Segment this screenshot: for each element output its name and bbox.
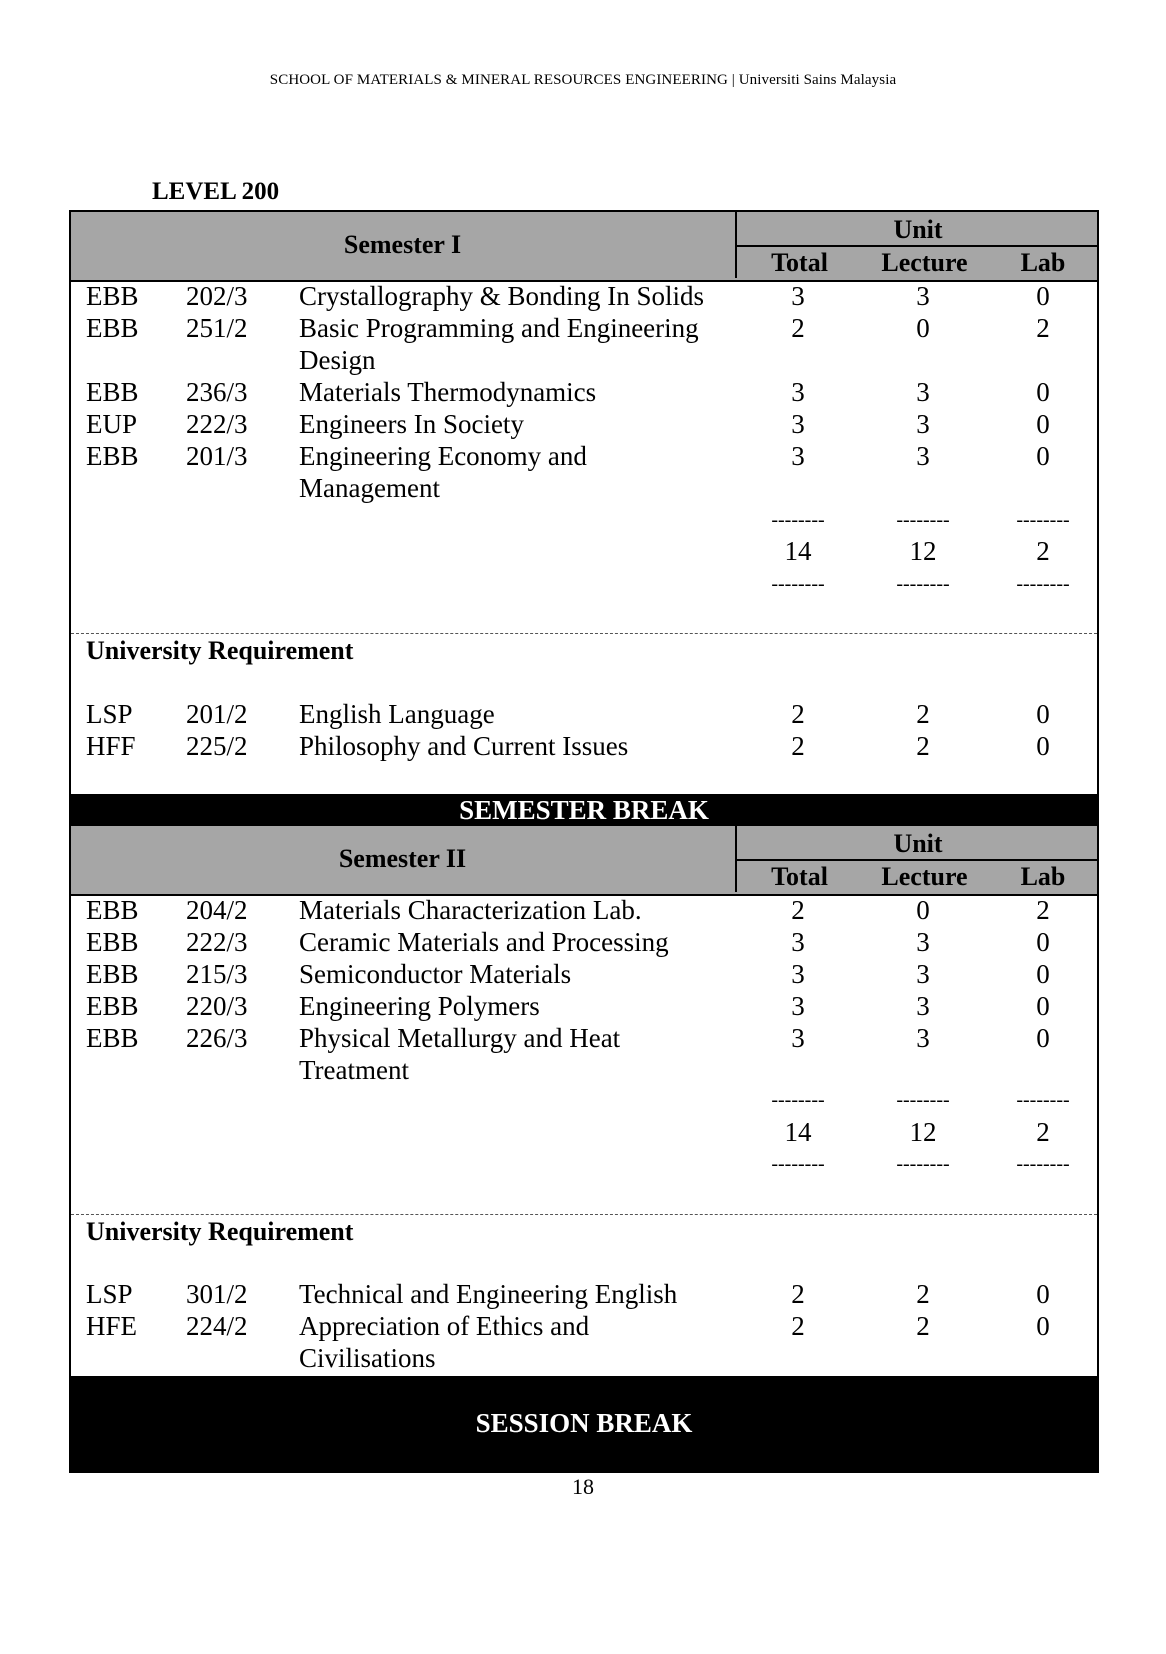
lab-units: 0 — [1036, 377, 1050, 407]
lecture-units: 3 — [916, 1023, 930, 1053]
course-name: Materials Thermodynamics — [299, 377, 597, 407]
course-name-continued: Treatment — [299, 1055, 409, 1085]
page-number: 18 — [572, 1474, 594, 1499]
lecture-units-sum: 12 — [909, 536, 937, 566]
totals-divider-top — [71, 504, 1097, 536]
totals-row — [71, 1116, 1097, 1148]
course-name: Philosophy and Current Issues — [299, 731, 629, 761]
semester-2-header — [71, 826, 1097, 896]
requirement-row — [71, 1278, 1097, 1310]
lab-units-sum: 2 — [1036, 1117, 1050, 1147]
course-code: EBB — [86, 927, 139, 957]
unit-header — [735, 212, 1099, 278]
course-row — [71, 1022, 1097, 1054]
dash-divider: -------- — [771, 1153, 825, 1175]
course-row — [71, 990, 1097, 1022]
course-row — [71, 312, 1097, 344]
lab-col-header: Lab — [1020, 862, 1066, 891]
semester-break-bar: SEMESTER BREAK — [71, 794, 1097, 826]
totals-divider-bottom — [71, 1148, 1097, 1180]
course-number: 222/3 — [186, 409, 248, 439]
course-row — [71, 280, 1097, 312]
course-row — [71, 958, 1097, 990]
total-units: 2 — [791, 731, 805, 761]
dash-divider: -------- — [771, 573, 825, 595]
course-number: 201/2 — [186, 699, 248, 729]
dash-divider: -------- — [1016, 573, 1070, 595]
total-units: 3 — [791, 927, 805, 957]
lecture-units: 3 — [916, 927, 930, 957]
requirement-row-continued — [71, 1342, 1097, 1374]
lecture-units: 0 — [916, 895, 930, 925]
course-row — [71, 376, 1097, 408]
lab-col-header: Lab — [1020, 248, 1066, 277]
lecture-units-sum: 12 — [909, 1117, 937, 1147]
dash-divider: -------- — [896, 1089, 950, 1111]
lecture-units: 2 — [916, 1279, 930, 1309]
lab-units: 2 — [1036, 895, 1050, 925]
course-name-continued: Management — [299, 473, 440, 503]
total-col-header: Total — [771, 248, 828, 277]
course-code: EBB — [86, 991, 139, 1021]
total-units: 3 — [791, 377, 805, 407]
course-code: EBB — [86, 959, 139, 989]
total-units: 2 — [791, 1311, 805, 1341]
dash-divider: -------- — [771, 509, 825, 531]
total-units: 3 — [791, 1023, 805, 1053]
course-code: HFE — [86, 1311, 138, 1341]
page-header: SCHOOL OF MATERIALS & MINERAL RESOURCES ENGINEERING | Universiti Sains Malaysia — [269, 72, 897, 88]
course-number: 301/2 — [186, 1279, 248, 1309]
course-name: Engineers In Society — [299, 409, 524, 439]
course-row-continued — [71, 1054, 1097, 1086]
unit-header — [735, 826, 1099, 892]
totals-row — [71, 535, 1097, 567]
requirement-row — [71, 730, 1097, 762]
lecture-units: 3 — [916, 441, 930, 471]
course-number: 224/2 — [186, 1311, 248, 1341]
course-name-continued: Civilisations — [299, 1343, 436, 1373]
unit-label: Unit — [737, 212, 1099, 247]
course-code: EBB — [86, 441, 139, 471]
lecture-units: 2 — [916, 699, 930, 729]
lab-units: 0 — [1036, 1279, 1050, 1309]
course-number: 220/3 — [186, 991, 248, 1021]
total-units: 3 — [791, 441, 805, 471]
dash-divider: -------- — [771, 1089, 825, 1111]
lecture-units: 3 — [916, 409, 930, 439]
lecture-units: 3 — [916, 991, 930, 1021]
total-units: 3 — [791, 409, 805, 439]
lecture-col-header: Lecture — [881, 862, 968, 891]
course-row-continued — [71, 344, 1097, 376]
lecture-units: 3 — [916, 281, 930, 311]
section-separator — [71, 633, 1097, 634]
course-code: EBB — [86, 895, 139, 925]
lecture-units: 2 — [916, 1311, 930, 1341]
course-row — [71, 926, 1097, 958]
lab-units: 0 — [1036, 927, 1050, 957]
course-name: Materials Characterization Lab. — [299, 895, 642, 925]
course-code: LSP — [86, 1279, 133, 1309]
course-code: EBB — [86, 1023, 139, 1053]
total-units: 3 — [791, 281, 805, 311]
course-number: 226/3 — [186, 1023, 248, 1053]
course-number: 225/2 — [186, 731, 248, 761]
semester-1-header — [71, 212, 1097, 282]
dash-divider: -------- — [1016, 1089, 1070, 1111]
totals-divider-top — [71, 1084, 1097, 1116]
course-code: EUP — [86, 409, 138, 439]
total-units: 2 — [791, 699, 805, 729]
requirement-row — [71, 698, 1097, 730]
total-units: 2 — [791, 1279, 805, 1309]
course-name: Appreciation of Ethics and — [299, 1311, 590, 1341]
total-units: 2 — [791, 313, 805, 343]
course-number: 201/3 — [186, 441, 248, 471]
course-name: Engineering Polymers — [299, 991, 540, 1021]
lecture-col-header: Lecture — [881, 248, 968, 277]
university-requirement-title: University Requirement — [86, 1217, 354, 1246]
course-number: 204/2 — [186, 895, 248, 925]
dash-divider: -------- — [1016, 509, 1070, 531]
lab-units: 0 — [1036, 1023, 1050, 1053]
course-number: 236/3 — [186, 377, 248, 407]
course-name: Crystallography & Bonding In Solids — [299, 281, 704, 311]
lab-units-sum: 2 — [1036, 536, 1050, 566]
total-units: 3 — [791, 959, 805, 989]
course-number: 251/2 — [186, 313, 248, 343]
lecture-units: 3 — [916, 959, 930, 989]
course-table — [69, 210, 1099, 1473]
lab-units: 0 — [1036, 1311, 1050, 1341]
course-name: Semiconductor Materials — [299, 959, 572, 989]
course-name: Basic Programming and Engineering — [299, 313, 699, 343]
course-row — [71, 440, 1097, 472]
course-name: English Language — [299, 699, 495, 729]
semester-1-title: Semester I — [343, 230, 462, 259]
unit-label: Unit — [737, 826, 1099, 861]
total-units-sum: 14 — [784, 1117, 812, 1147]
semester-2-title: Semester II — [338, 844, 467, 873]
course-name: Physical Metallurgy and Heat — [299, 1023, 621, 1053]
course-name: Technical and Engineering English — [299, 1279, 678, 1309]
dash-divider: -------- — [896, 509, 950, 531]
total-units: 2 — [791, 895, 805, 925]
course-row-continued — [71, 472, 1097, 504]
lecture-units: 2 — [916, 731, 930, 761]
course-number: 202/3 — [186, 281, 248, 311]
lab-units: 0 — [1036, 441, 1050, 471]
lecture-units: 3 — [916, 377, 930, 407]
session-break-bar: SESSION BREAK — [71, 1376, 1097, 1471]
course-code: EBB — [86, 313, 139, 343]
lab-units: 0 — [1036, 731, 1050, 761]
course-code: EBB — [86, 281, 139, 311]
requirement-row — [71, 1310, 1097, 1342]
total-col-header: Total — [771, 862, 828, 891]
lecture-units: 0 — [916, 313, 930, 343]
totals-divider-bottom — [71, 568, 1097, 600]
course-code: LSP — [86, 699, 133, 729]
dash-divider: -------- — [1016, 1153, 1070, 1175]
lab-units: 0 — [1036, 409, 1050, 439]
university-requirement-title: University Requirement — [86, 636, 354, 665]
course-name: Engineering Economy and — [299, 441, 587, 471]
total-units: 3 — [791, 991, 805, 1021]
lab-units: 0 — [1036, 991, 1050, 1021]
lab-units: 0 — [1036, 959, 1050, 989]
lab-units: 2 — [1036, 313, 1050, 343]
dash-divider: -------- — [896, 1153, 950, 1175]
lab-units: 0 — [1036, 699, 1050, 729]
course-code: EBB — [86, 377, 139, 407]
course-name-continued: Design — [299, 345, 376, 375]
course-number: 222/3 — [186, 927, 248, 957]
course-row — [71, 408, 1097, 440]
course-name: Ceramic Materials and Processing — [299, 927, 669, 957]
level-title: LEVEL 200 — [152, 178, 280, 205]
course-code: HFF — [86, 731, 136, 761]
dash-divider: -------- — [896, 573, 950, 595]
total-units-sum: 14 — [784, 536, 812, 566]
course-number: 215/3 — [186, 959, 248, 989]
section-separator — [71, 1214, 1097, 1215]
course-row — [71, 894, 1097, 926]
lab-units: 0 — [1036, 281, 1050, 311]
